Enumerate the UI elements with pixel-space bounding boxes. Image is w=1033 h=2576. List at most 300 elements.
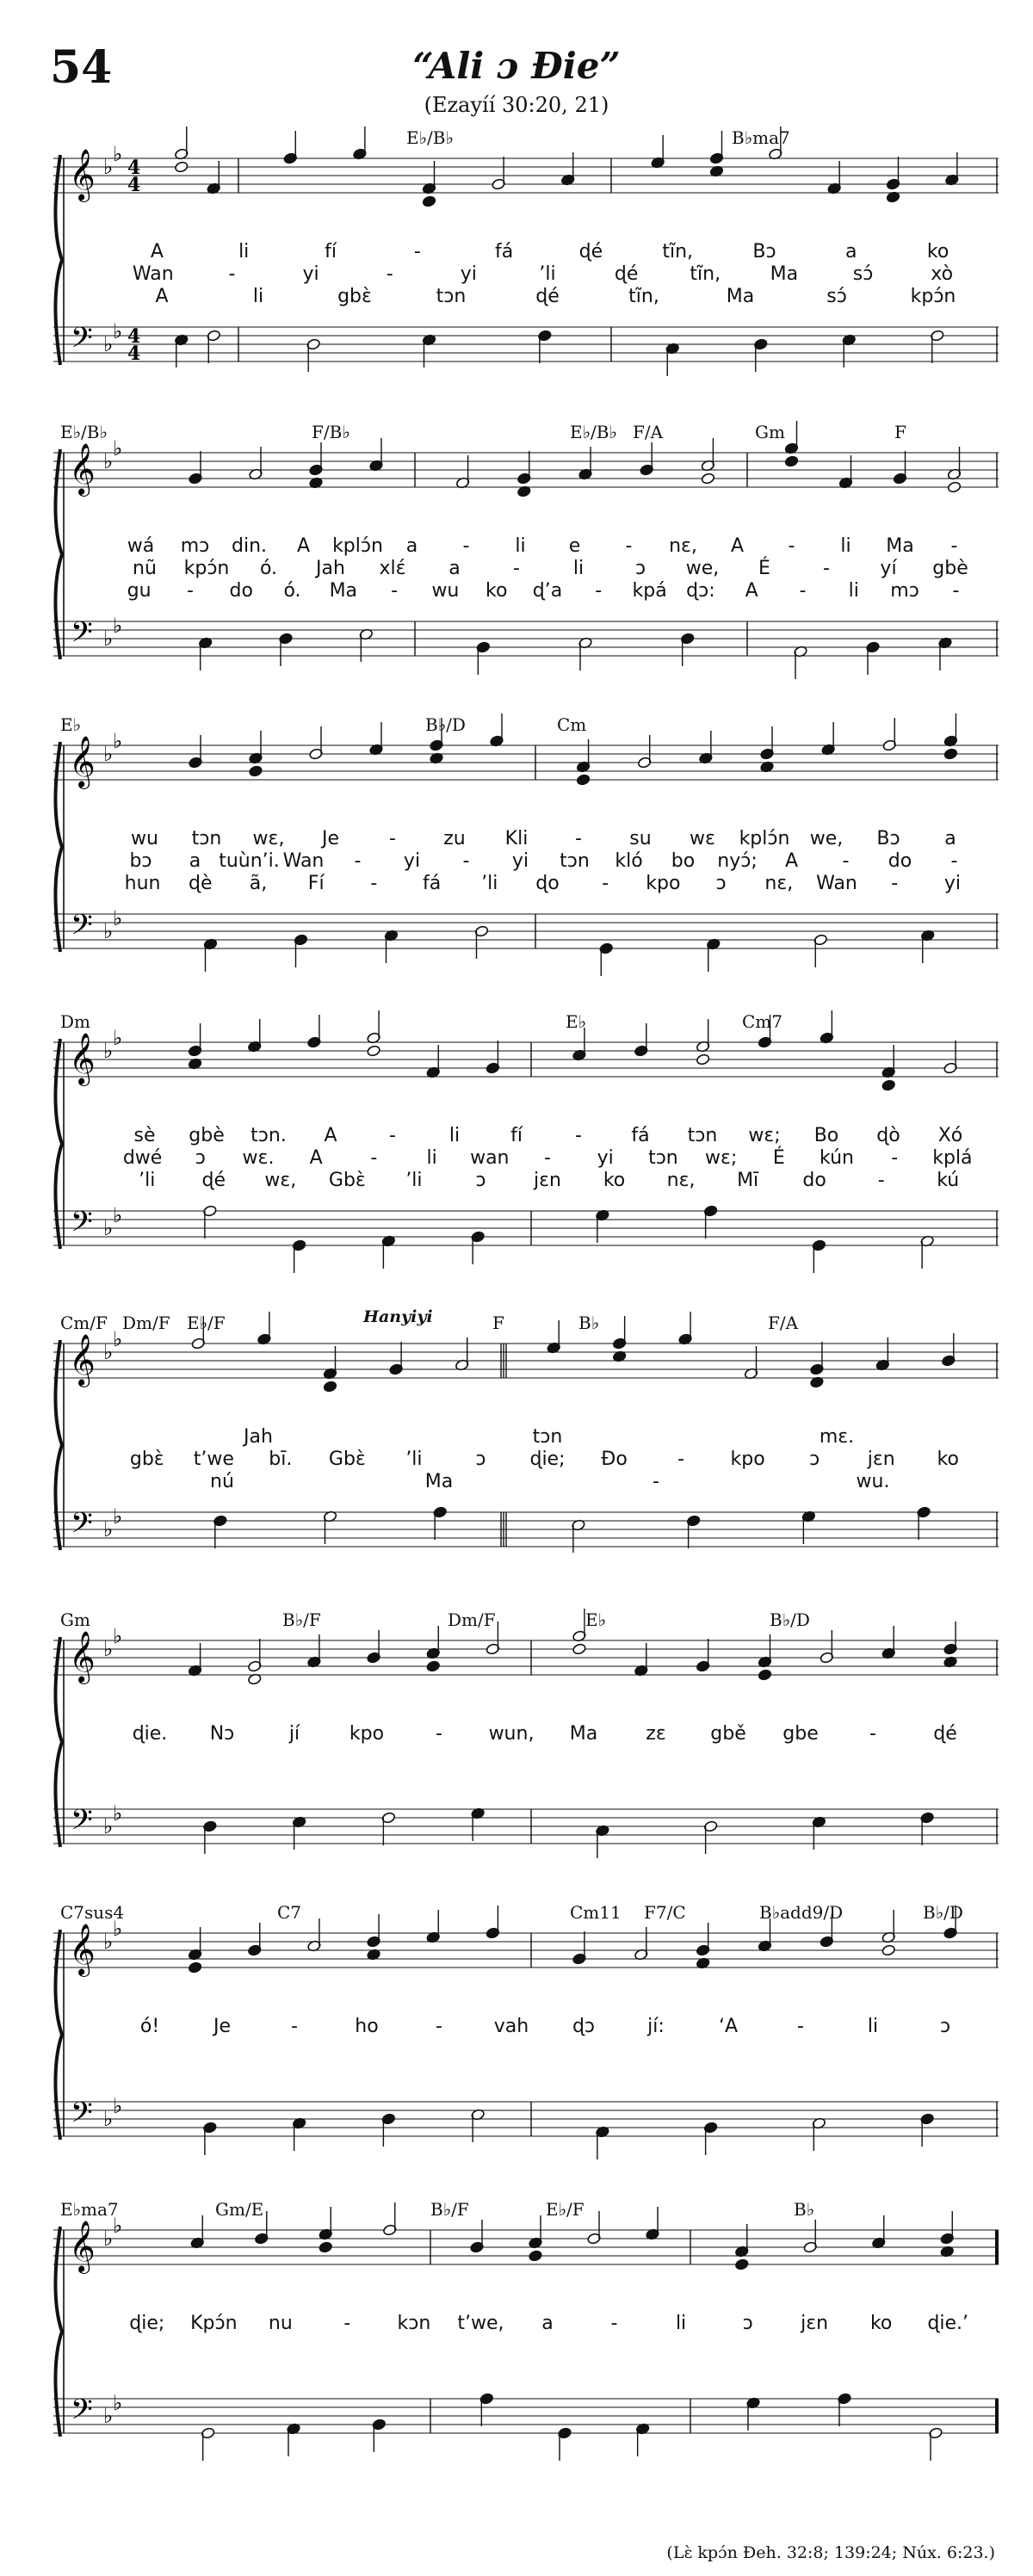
lyric-syllable: É — [758, 558, 770, 579]
chord-symbol: Dm/F — [122, 1313, 170, 1333]
lyric-syllable: kló — [615, 850, 643, 872]
lyric-syllable: tɔn — [560, 850, 590, 872]
system-brace — [55, 155, 62, 365]
bass-staff — [53, 2102, 999, 2136]
lyric-syllable: mɛ. — [819, 1426, 855, 1448]
chord-symbol: B♭/D — [923, 1902, 963, 1923]
lyric-syllable: - — [610, 2313, 618, 2334]
system-brace — [55, 1039, 62, 1249]
lyric-syllable: gbè — [932, 558, 968, 579]
lyric-syllable: Ma — [329, 580, 358, 602]
chord-symbol: Gm/E — [215, 2199, 264, 2220]
chord-symbol: F — [492, 1313, 504, 1333]
lyric-syllable: wu — [431, 580, 460, 602]
lyric-syllable: - — [186, 580, 194, 602]
note-head — [947, 481, 962, 493]
lyric-syllable: ɔ — [634, 558, 646, 579]
lyric-syllable: bɔ — [129, 850, 152, 872]
note-head — [529, 2250, 543, 2262]
note-head — [881, 1944, 896, 1956]
song-scripture-reference: (Ezayíí 30:20, 21) — [424, 93, 609, 117]
lyric-syllable: tĩn, — [662, 241, 694, 263]
lyric-syllable: tɔn — [191, 828, 222, 849]
score-system — [53, 1902, 999, 2160]
lyric-syllable: fí — [325, 241, 337, 263]
bass-staff — [53, 914, 999, 948]
score-system — [53, 127, 999, 401]
lyric-syllable: do — [888, 850, 912, 872]
lyric-syllable: - — [370, 1147, 378, 1169]
bass-staff — [53, 327, 999, 361]
chord-symbol: C7sus4 — [60, 1902, 125, 1923]
lyric-syllable: wɛ; — [748, 1125, 781, 1146]
lyric-syllable: Đo — [601, 1449, 628, 1470]
flat-icon: ♭ — [113, 1203, 123, 1227]
lyric-syllable: li — [238, 241, 250, 263]
lyric-syllable: kpo — [730, 1449, 765, 1470]
lyric-syllable: ko — [485, 580, 508, 602]
bass-clef-icon: 𝄢 — [71, 2097, 93, 2136]
lyric-syllable: nyɔ́; — [717, 850, 758, 872]
chord-symbol: E♭/F — [187, 1313, 226, 1333]
lyric-syllable: kplɔ́n — [332, 535, 383, 557]
lyric-syllable: Nɔ — [209, 1723, 235, 1745]
lyric-syllable: - — [823, 558, 830, 579]
lyric-syllable: - — [842, 850, 850, 872]
bass-clef-icon: 𝄢 — [71, 1206, 93, 1245]
treble-clef-icon: 𝄞 — [69, 443, 96, 495]
chord-symbol: E♭/B♭ — [570, 422, 617, 442]
lyric-syllable: ɔ — [475, 1170, 486, 1191]
lyric-syllable: ko — [926, 241, 949, 263]
lyric-syllable: wu. — [856, 1471, 890, 1492]
lyric-syllable: li — [867, 2016, 879, 2037]
lyric-syllable: wan — [470, 1147, 510, 1169]
lyric-syllable: tɔn — [648, 1147, 678, 1169]
lyric-syllable: ’li — [481, 873, 498, 894]
bass-staff — [53, 1211, 999, 1245]
lyric-syllable: Kpɔ́n — [190, 2313, 238, 2334]
chord-symbol: E♭ — [566, 1011, 587, 1032]
lyric-syllable: li — [448, 1125, 461, 1146]
lyric-syllable: kplá — [932, 1147, 973, 1169]
note-head — [784, 455, 799, 467]
lyric-syllable: tĩn, — [628, 286, 659, 307]
flat-icon: ♭ — [113, 1917, 123, 1941]
lyric-syllable: - — [436, 2016, 442, 2037]
lyric-syllable: ɔ — [809, 1449, 820, 1470]
lyric-syllable: gbě — [710, 1723, 746, 1745]
lyric-syllable: wɛ; — [704, 1147, 738, 1169]
flat-icon: ♭ — [103, 919, 114, 943]
lyric-syllable: ɖie; — [529, 1449, 566, 1470]
chord-symbol: Gm — [60, 1609, 90, 1630]
lyric-syllable: ɖie.’ — [927, 2313, 969, 2334]
flat-icon: ♭ — [103, 1216, 114, 1240]
bass-clef-icon: 𝄢 — [71, 322, 93, 361]
lyric-syllable: din. — [231, 535, 268, 557]
lyric-syllable: nú — [210, 1471, 234, 1492]
bass-staff — [53, 2399, 999, 2433]
lyric-syllable: Kli — [504, 828, 529, 849]
lyric-syllable: - — [602, 873, 609, 894]
flat-icon: ♭ — [113, 906, 123, 930]
flat-icon: ♭ — [103, 155, 114, 179]
lyric-syllable: gu — [127, 580, 152, 602]
song-number: 54 — [50, 41, 113, 94]
lyric-syllable: - — [950, 535, 958, 557]
note-head — [758, 1669, 772, 1681]
lyric-syllable: wu — [131, 828, 158, 849]
lyric-syllable: wɛ, — [264, 1170, 297, 1191]
chord-symbol: B♭ma7 — [732, 127, 790, 148]
flat-icon: ♭ — [113, 614, 123, 638]
chord-symbol: B♭/D — [425, 714, 466, 735]
lyric-syllable: ɔ — [195, 1147, 206, 1169]
lyric-syllable: ã, — [249, 873, 268, 894]
staff-graphics — [53, 1313, 999, 1571]
chord-symbol: Cm11 — [570, 1902, 622, 1923]
lyric-syllable: zu — [443, 828, 466, 849]
system-brace — [55, 1340, 62, 1550]
chord-symbol: F7/C — [644, 1902, 686, 1923]
chord-symbol: E♭/B♭ — [406, 127, 454, 148]
lyric-syllable: ko — [869, 2313, 893, 2334]
lyric-syllable: - — [370, 873, 378, 894]
lyric-syllable: sè — [133, 1125, 156, 1146]
chord-symbol: B♭/D — [770, 1609, 810, 1630]
lyric-syllable: li — [675, 2313, 687, 2334]
note-head — [188, 1961, 202, 1974]
lyric-syllable: xlɛ́ — [379, 558, 406, 579]
chord-symbol: Dm/F — [448, 1609, 496, 1630]
lyric-syllable: Mī — [737, 1170, 759, 1191]
chord-symbol: B♭/F — [430, 2199, 469, 2220]
flat-icon: ♭ — [103, 332, 114, 356]
lyric-syllable: kpo — [349, 1723, 385, 1745]
time-signature-num: 4 — [127, 325, 141, 348]
lyric-syllable: xò — [931, 263, 954, 285]
lyric-syllable: É — [772, 1147, 785, 1169]
lyric-syllable: A — [324, 1125, 337, 1146]
flat-icon: ♭ — [103, 2107, 114, 2131]
chord-symbol: E♭/B♭ — [60, 422, 108, 442]
flat-icon: ♭ — [113, 1801, 123, 1825]
lyric-syllable: ɖé — [535, 286, 560, 307]
lyric-syllable: a — [405, 535, 418, 557]
lyric-syllable: gbe — [782, 1723, 819, 1745]
note-head — [249, 765, 263, 777]
flat-icon: ♭ — [113, 436, 123, 460]
chord-symbol: B♭ — [794, 2199, 815, 2220]
lyric-syllable: a — [944, 828, 956, 849]
system-brace — [55, 1637, 62, 1847]
flat-icon: ♭ — [103, 1340, 114, 1364]
lyric-syllable: ’li — [405, 1449, 423, 1470]
lyric-syllable: Wan — [132, 263, 174, 285]
lyric-syllable: ko — [937, 1449, 959, 1470]
lyric-syllable: li — [848, 580, 859, 602]
note-head — [367, 1045, 381, 1057]
lyric-syllable: tɔn — [436, 286, 467, 307]
flat-icon: ♭ — [103, 1517, 114, 1541]
flat-icon: ♭ — [103, 1930, 114, 1954]
lyric-syllable: a — [189, 850, 201, 872]
lyric-syllable: gbɛ̀ — [129, 1449, 164, 1470]
lyric-syllable: yi — [597, 1147, 614, 1169]
lyric-syllable: - — [595, 580, 603, 602]
lyric-syllable: a — [845, 241, 857, 263]
flat-icon: ♭ — [103, 1637, 114, 1661]
lyric-syllable: a — [541, 2313, 554, 2334]
lyric-syllable: li — [572, 558, 585, 579]
lyric-syllable: Je — [321, 828, 340, 849]
lyric-syllable: jɛn — [867, 1449, 895, 1470]
lyric-syllable: ɖé — [201, 1170, 226, 1191]
lyric-syllable: A — [745, 580, 758, 602]
bass-clef-icon: 𝄢 — [71, 1507, 93, 1547]
lyric-syllable: yi — [943, 873, 961, 894]
treble-clef-icon: 𝄞 — [69, 149, 96, 201]
flat-icon: ♭ — [113, 1026, 123, 1050]
chord-symbol: Cm7 — [742, 1011, 782, 1032]
lyric-syllable: nɛ, — [764, 873, 794, 894]
lyric-syllable: ɖie. — [132, 1723, 168, 1745]
footer-credit: (Lɛ̀ kpɔ́n Đeh. 32:8; 139:24; Núx. 6:23.) — [666, 2543, 995, 2562]
lyric-syllable: - — [462, 850, 470, 872]
tempo-marking: Hanyiyi — [363, 1307, 433, 1326]
chord-symbol: F/A — [633, 422, 664, 442]
lyric-syllable: tĩn, — [690, 263, 721, 285]
lyric-syllable: - — [797, 2016, 804, 2037]
lyric-syllable: - — [228, 263, 236, 285]
lyric-syllable: ó! — [139, 2016, 160, 2037]
lyric-syllable: - — [788, 535, 795, 557]
flat-icon: ♭ — [103, 742, 114, 766]
flat-icon: ♭ — [113, 2214, 123, 2238]
treble-staff — [53, 1344, 999, 1378]
chord-symbol: B♭/F — [282, 1609, 321, 1630]
lyric-syllable: Ma — [569, 1723, 598, 1745]
lyric-syllable: dwé — [122, 1147, 163, 1169]
lyric-syllable: ɖ’a — [532, 580, 563, 602]
lyric-syllable: ɖé — [614, 263, 639, 285]
lyric-syllable: sɔ́ — [852, 263, 874, 285]
lyric-syllable: - — [413, 241, 421, 263]
flat-icon: ♭ — [103, 627, 114, 651]
lyric-syllable: Ma — [424, 1471, 454, 1492]
lyric-syllable: jɛn — [801, 2313, 829, 2334]
lyric-syllable: - — [625, 535, 633, 557]
lyric-syllable: A — [155, 286, 169, 307]
lyric-syllable: Gbɛ̀ — [328, 1170, 366, 1191]
note-head — [576, 774, 591, 786]
lyric-syllable: hun — [124, 873, 161, 894]
lyric-syllable: mɔ — [890, 580, 919, 602]
bass-clef-icon: 𝄢 — [71, 616, 93, 656]
lyric-syllable: we, — [809, 828, 844, 849]
system-brace — [55, 2227, 62, 2437]
treble-clef-icon: 𝄞 — [69, 1334, 96, 1386]
lyric-syllable: kpɔ́n — [910, 286, 956, 307]
lyric-syllable: - — [343, 2313, 351, 2334]
lyric-syllable: kú — [937, 1170, 960, 1191]
lyric-syllable: t’we, — [457, 2313, 504, 2334]
lyric-syllable: - — [462, 535, 470, 557]
note-head — [572, 1643, 587, 1655]
chord-symbol: F/A — [768, 1313, 799, 1333]
flat-icon: ♭ — [113, 142, 123, 166]
lyric-syllable: jí — [288, 1723, 300, 1745]
lyric-syllable: fá — [631, 1125, 650, 1146]
lyric-syllable: - — [950, 850, 958, 872]
chord-symbol: Dm — [60, 1011, 90, 1032]
lyric-syllable: - — [389, 1125, 396, 1146]
lyric-syllable: gbɛ̀ — [337, 286, 372, 307]
lyric-syllable: - — [952, 580, 960, 602]
lyric-syllable: A — [296, 535, 311, 557]
chord-symbol: F/B♭ — [312, 422, 350, 442]
treble-clef-icon: 𝄞 — [69, 1033, 96, 1084]
lyric-syllable: jɛn — [534, 1170, 561, 1191]
lyric-syllable: we, — [685, 558, 720, 579]
flat-icon: ♭ — [113, 729, 123, 753]
lyric-syllable: gbè — [189, 1125, 225, 1146]
chord-symbol: E♭ — [585, 1609, 607, 1630]
lyric-syllable: ho — [355, 2016, 379, 2037]
lyric-syllable: yi — [302, 263, 319, 285]
lyric-syllable: wɛ, — [252, 828, 285, 849]
lyric-syllable: ko — [603, 1170, 626, 1191]
chord-symbol: E♭ — [60, 714, 82, 735]
bass-staff — [53, 621, 999, 656]
flat-icon: ♭ — [103, 2404, 114, 2428]
bass-clef-icon: 𝄢 — [71, 909, 93, 948]
chord-symbol: F — [894, 422, 906, 442]
lyric-syllable: - — [354, 850, 362, 872]
lyric-syllable: ‘A — [718, 2016, 739, 2037]
bass-clef-icon: 𝄢 — [71, 1804, 93, 1844]
lyric-syllable: - — [891, 1147, 899, 1169]
lyric-syllable: Ma — [726, 286, 755, 307]
lyric-syllable: ɔ — [475, 1449, 486, 1470]
lyric-syllable: ɖɔ — [572, 2016, 596, 2037]
lyric-syllable: a — [448, 558, 461, 579]
chord-symbol: E♭ma7 — [60, 2199, 119, 2220]
lyric-syllable: do — [802, 1170, 826, 1191]
lyric-syllable: nũ — [133, 558, 157, 579]
flat-icon: ♭ — [113, 1624, 123, 1648]
note-head — [323, 1381, 337, 1393]
lyric-syllable: - — [513, 558, 520, 579]
chord-symbol: B♭add9/D — [759, 1902, 844, 1923]
lyric-syllable: wá — [127, 535, 155, 557]
chord-symbol: Cm — [557, 714, 587, 735]
lyric-syllable: kpɔ́n — [183, 558, 230, 579]
note-head — [881, 1079, 896, 1091]
lyric-syllable: do — [229, 580, 253, 602]
lyric-syllable: ɖé — [578, 241, 603, 263]
note-head — [696, 1053, 710, 1066]
chord-symbol: E♭/F — [546, 2199, 585, 2220]
note-head — [422, 195, 436, 207]
lyric-syllable: tɔn — [532, 1426, 563, 1448]
lyric-syllable: - — [291, 2016, 298, 2037]
song-title: “Ali ɔ Đie” — [412, 45, 621, 87]
lyric-syllable: ɔ — [939, 2016, 951, 2037]
lyric-syllable: - — [436, 1723, 442, 1745]
lyric-syllable: li — [840, 535, 851, 557]
lyric-syllable: tɔn — [687, 1125, 718, 1146]
lyric-syllable: fí — [510, 1125, 523, 1146]
lyric-syllable: Jah — [244, 1426, 273, 1448]
lyric-syllable: nɛ, — [669, 535, 697, 557]
time-signature-num: 4 — [127, 157, 141, 179]
lyric-syllable: ɖé — [933, 1723, 957, 1745]
lyric-syllable: kpo — [646, 873, 681, 894]
lyric-syllable: mɔ — [180, 535, 210, 557]
lyric-syllable: sɔ́ — [826, 286, 847, 307]
lyric-syllable: yi — [511, 850, 529, 872]
flat-icon: ♭ — [113, 1327, 123, 1351]
lyric-syllable: nɛ, — [666, 1170, 696, 1191]
lyric-syllable: - — [677, 1449, 685, 1470]
lyric-syllable: Xó — [937, 1125, 963, 1146]
lyric-syllable: - — [653, 1471, 659, 1492]
score-system — [53, 1011, 999, 1285]
lyric-syllable: ɖɔ: — [686, 580, 715, 602]
chord-symbol: B♭ — [578, 1313, 600, 1333]
lyric-syllable: wɛ. — [242, 1147, 275, 1169]
lyric-syllable: Wan — [282, 850, 325, 872]
system-brace — [55, 449, 62, 659]
lyric-syllable: - — [575, 1125, 582, 1146]
treble-clef-icon: 𝄞 — [69, 1631, 96, 1683]
chord-symbol: C7 — [277, 1902, 302, 1923]
lyric-syllable: ɖò — [876, 1125, 900, 1146]
flat-icon: ♭ — [103, 1814, 114, 1838]
note-head — [319, 2241, 333, 2253]
lyric-syllable: kplɔ́n — [739, 828, 790, 849]
lyric-syllable: li — [426, 1147, 437, 1169]
chord-symbol: Cm/F — [60, 1313, 108, 1333]
lyric-syllable: wɛ — [690, 828, 715, 849]
note-head — [174, 161, 189, 173]
lyric-syllable: yí — [880, 558, 897, 579]
lyric-syllable: ɖo — [535, 873, 560, 894]
treble-clef-icon: 𝄞 — [69, 1924, 96, 1975]
lyric-syllable: ’li — [139, 1170, 156, 1191]
lyric-syllable: yi — [460, 263, 477, 285]
lyric-syllable: ɖie; — [129, 2313, 165, 2334]
lyric-syllable: li — [515, 535, 526, 557]
lyric-syllable: t’we — [193, 1449, 234, 1470]
lyric-syllable: Jah — [316, 558, 345, 579]
lyric-syllable: Ma — [886, 535, 914, 557]
lyric-syllable: bī. — [269, 1449, 293, 1470]
lyric-syllable: Ma — [770, 263, 799, 285]
lyric-syllable: A — [730, 535, 745, 557]
lyric-syllable: - — [575, 828, 582, 849]
lyric-syllable: nu — [268, 2313, 293, 2334]
lyric-syllable: jí: — [647, 2016, 665, 2037]
treble-clef-icon: 𝄞 — [69, 2221, 96, 2272]
lyric-syllable: li — [252, 286, 264, 307]
lyric-syllable: zɛ — [646, 1723, 666, 1745]
lyric-syllable: - — [386, 263, 393, 285]
flat-icon: ♭ — [113, 1504, 123, 1529]
flat-icon: ♭ — [113, 2391, 123, 2415]
